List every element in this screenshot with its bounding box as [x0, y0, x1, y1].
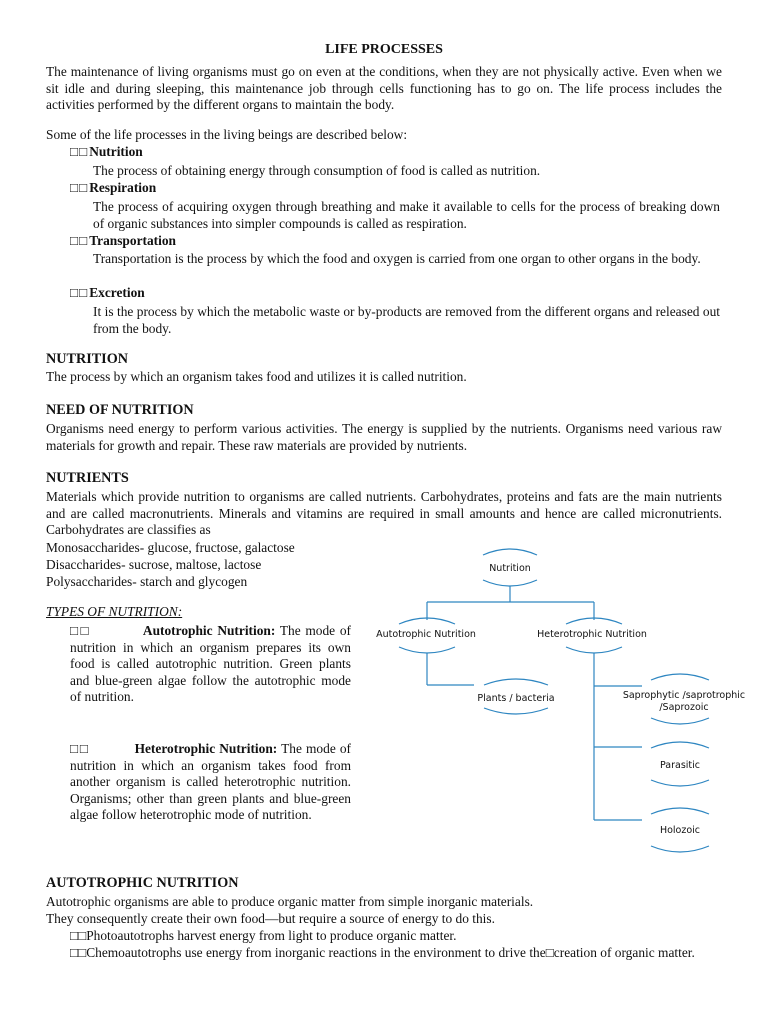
plants-top-arc: [484, 679, 548, 685]
parasitic-bottom-arc: [651, 780, 709, 786]
autotrophic-description: [70, 623, 351, 706]
plants-bottom-arc: [484, 708, 548, 714]
parasitic-node-label: Parasitic: [659, 760, 701, 771]
saprophytic-label-line2: /Saprozoic: [659, 702, 709, 713]
process-excretion-text: It is the process by which the metabolic waste or by-products are removed from the different organs and released out from the body.: [93, 304, 720, 336]
auto-node-label: Autotrophic Nutrition: [376, 629, 476, 640]
saprophytic-bottom-arc: [651, 718, 709, 724]
heterotrophic-text: The mode of nutrition in which an organism takes food from another organism is called heterotrophic nutrition. Organisms; other than green plants and blue-green algae follow heterotrophic mode of nutrition.: [70, 741, 351, 823]
bullet-glyph: □□: [70, 144, 89, 159]
bullet-glyph: □□: [70, 945, 87, 960]
chemoautotrophs-text-part1: Chemoautotrophs use energy from inorganic reactions in the environment to drive the: [86, 945, 546, 960]
types-heading: TYPES OF NUTRITION:: [46, 604, 183, 619]
monosaccharides-line: Monosaccharides- glucose, fructose, galactose: [46, 540, 295, 555]
processes-intro: Some of the life processes in the living beings are described below:: [46, 127, 408, 142]
parasitic-top-arc: [651, 742, 709, 748]
root-node-label: Nutrition: [489, 563, 531, 574]
root-bottom-arc: [483, 580, 537, 586]
process-name: Excretion: [89, 285, 145, 300]
chemoautotrophs-text-part2: creation of organic matter.: [553, 945, 695, 960]
process-name: Respiration: [89, 180, 157, 195]
process-name: Nutrition: [89, 144, 143, 159]
autotrophic-line1: Autotrophic organisms are able to produce organic matter from simple inorganic materials.: [46, 894, 534, 909]
heterotrophic-term: Heterotrophic Nutrition:: [134, 741, 278, 756]
process-transportation-heading: [70, 233, 176, 250]
hetero-node-label: Heterotrophic Nutrition: [537, 629, 647, 640]
bullet-glyph: □□: [70, 928, 87, 943]
plants-node-label: Plants / bacteria: [477, 693, 555, 704]
heterotrophic-description: [70, 741, 351, 824]
saprophytic-label-line1: Saprophytic /saprotrophic: [622, 690, 746, 701]
auto-bottom-arc: [399, 647, 455, 653]
nutrients-heading: NUTRIENTS: [46, 470, 129, 486]
autotrophic-term: Autotrophic Nutrition:: [142, 623, 276, 638]
nutrition-heading: NUTRITION: [46, 351, 128, 367]
bullet-glyph: □□: [70, 623, 91, 638]
need-heading: NEED OF NUTRITION: [46, 402, 194, 418]
nutrients-text: Materials which provide nutrition to organisms are called nutrients. Carbohydrates, proteins and fats are the main nutrients and are called macronutrients. Minerals and vitamins are required in small amounts and hence are called micronutrients. Carbohydrates are classifies as: [46, 489, 722, 538]
polysaccharides-line: Polysaccharides- starch and glycogen: [46, 574, 248, 589]
autotrophic-text: The mode of nutrition in which an organism prepares its own food is called autotrophic nutrition. Green plants and blue-green algae follow the autotrophic mode of nutrition.: [70, 623, 351, 705]
autotrophic-heading: AUTOTROPHIC NUTRITION: [46, 875, 239, 891]
saprophytic-top-arc: [651, 674, 709, 680]
photoautotrophs-bullet: [70, 928, 720, 945]
hetero-bottom-arc: [566, 647, 622, 653]
intro-paragraph: The maintenance of living organisms must go on even at the conditions, when they are not physically active. Even when we sit idle and during sleeping, this maintenance job through cells functioning has to go on. The life process includes the activities performed by the different organs to maintain the body.: [46, 64, 722, 113]
root-top-arc: [483, 549, 537, 555]
nutrition-types-diagram: [366, 540, 766, 860]
nutrition-text: The process by which an organism takes food and utilizes it is called nutrition.: [46, 369, 467, 384]
bullet-glyph: □□: [70, 285, 89, 300]
bullet-glyph: □□: [70, 741, 90, 756]
process-name: Transportation: [89, 233, 176, 248]
process-transportation-text: Transportation is the process by which the food and oxygen is carried from one organ to other organs in the body.: [93, 251, 701, 266]
holozoic-bottom-arc: [651, 846, 709, 852]
disaccharides-line: Disaccharides- sucrose, maltose, lactose: [46, 557, 262, 572]
autotrophic-line2: They consequently create their own food—but require a source of energy to do this.: [46, 911, 495, 926]
bullet-glyph: □□: [70, 233, 89, 248]
process-nutrition-heading: [70, 144, 143, 161]
page-title: LIFE PROCESSES: [325, 42, 443, 57]
bullet-glyph: □□: [70, 180, 89, 195]
process-nutrition-text: The process of obtaining energy through consumption of food is called as nutrition.: [93, 163, 541, 178]
need-text: Organisms need energy to perform various activities. The energy is supplied by the nutrients. Organisms need various raw materials for growth and repair. These raw materials are provided by nutrients.: [46, 421, 722, 453]
holozoic-node-label: Holozoic: [659, 825, 701, 836]
process-respiration-text: The process of acquiring oxygen through breathing and make it available to cells for the process of breaking down of organic substances into simpler compounds is called as respiration.: [93, 199, 720, 231]
photoautotrophs-text: Photoautotrophs harvest energy from light to produce organic matter.: [86, 928, 457, 943]
chemoautotrophs-bullet: □□Chemoautotrophs use energy from inorganic reactions in the environment to drive the□creation of organic matter.: [70, 945, 695, 960]
process-excretion-heading: [70, 285, 145, 302]
holozoic-top-arc: [651, 808, 709, 814]
process-respiration-heading: [70, 180, 156, 197]
